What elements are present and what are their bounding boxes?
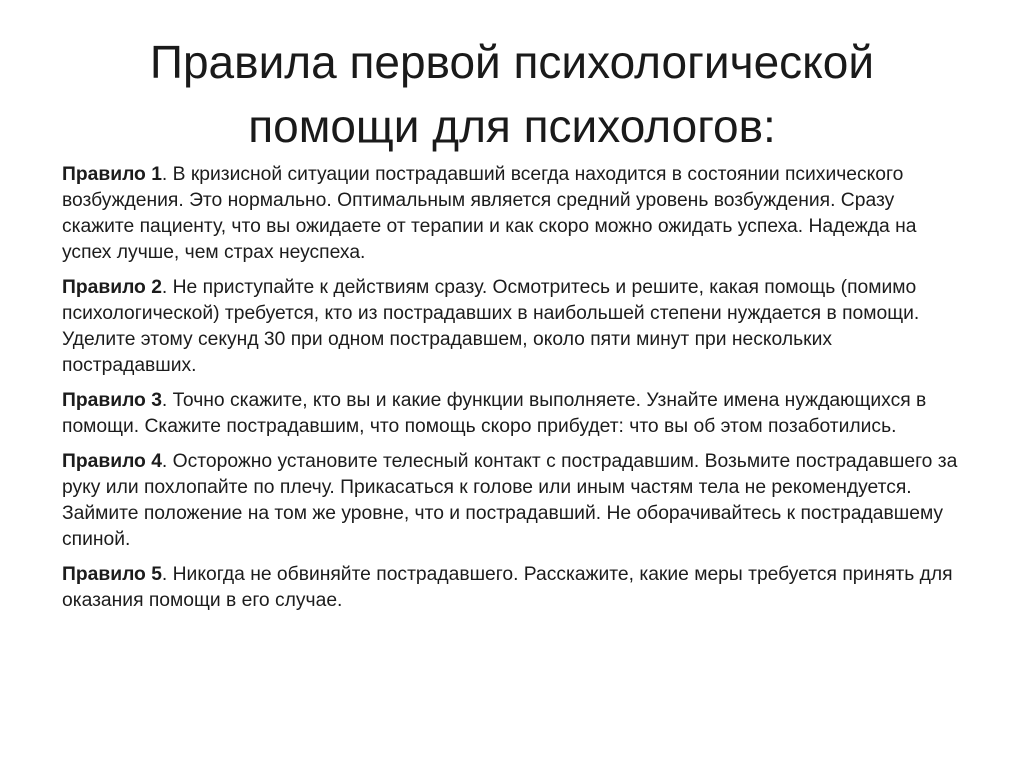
slide-title [40, 30, 984, 158]
rule-5-text: . Никогда не обвиняйте пострадавшего. Расскажите, какие меры требуется принять для оказания помощи в его случае. [62, 564, 953, 611]
rule-1 [62, 162, 962, 266]
rule-1-text: . В кризисной ситуации пострадавший всегда находится в состоянии психического возбуждения. Это нормально. Оптимальным является средний уровень возбуждения. Сразу скажите пациенту, что вы ожидаете от терапии и как скоро можно ожидать успеха. Надежда на успех лучше, чем страх неуспеха. [62, 164, 917, 263]
rule-1-label: Правило 1 [62, 164, 162, 185]
rule-5-label: Правило 5 [62, 564, 162, 585]
rule-5 [62, 562, 962, 614]
rule-2-text: . Не приступайте к действиям сразу. Осмотритесь и решите, какая помощь (помимо психологической) требуется, кто из пострадавших в наибольшей степени нуждается в помощи. Уделите этому секунд 30 при одном пострадавшем, около пяти минут при нескольких пострадавших. [62, 277, 920, 376]
slide-title-line-1: Правила первой психологической [149, 36, 875, 88]
rule-4-text: . Осторожно установите телесный контакт с пострадавшим. Возьмите пострадавшего за руку или похлопайте по плечу. Прикасаться к голове или иным частям тела не рекомендуется. Займите положение на том же уровне, что и пострадавший. Не оборачивайтесь к пострадавшему спиной. [62, 451, 958, 550]
rule-4 [62, 449, 962, 553]
rule-3-label: Правило 3 [62, 390, 162, 411]
rule-2 [62, 275, 962, 379]
rules-list [62, 162, 962, 623]
rule-3 [62, 388, 962, 440]
rule-3-text: . Точно скажите, кто вы и какие функции выполняете. Узнайте имена нуждающихся в помощи. Скажите пострадавшим, что помощь скоро прибудет: что вы об этом позаботились. [62, 390, 927, 437]
slide-title-line-2: помощи для психологов: [248, 100, 776, 152]
rule-2-label: Правило 2 [62, 277, 162, 298]
rule-4-label: Правило 4 [62, 451, 162, 472]
